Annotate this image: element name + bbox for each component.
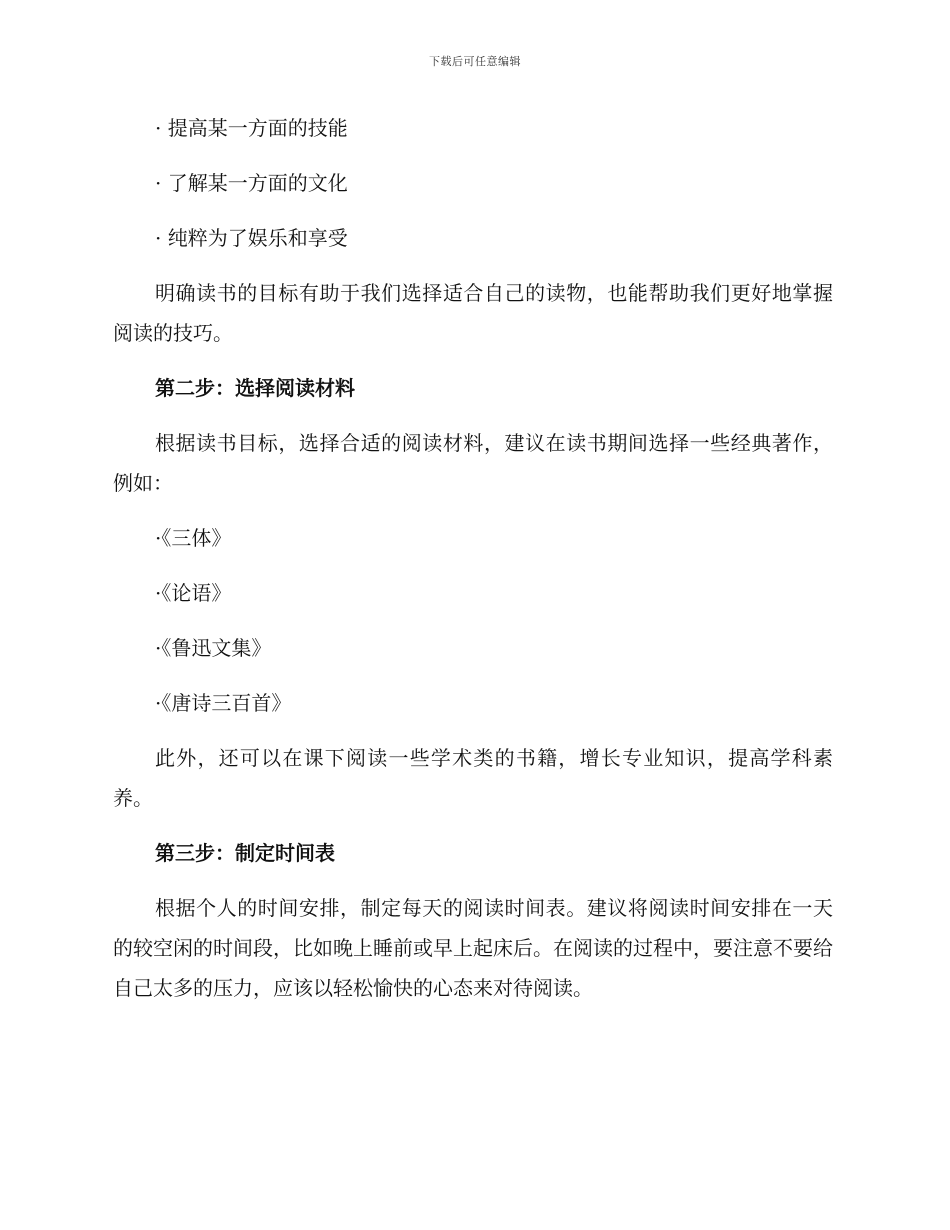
header-note: 下载后可任意编辑: [429, 55, 521, 68]
document-body: [113, 108, 833, 1023]
goal-item: · 纯粹为了娱乐和享受: [155, 226, 348, 250]
book-item: ·《论语》: [155, 581, 232, 605]
step3-heading: 第三步：制定时间表: [155, 841, 335, 865]
step2-extra: 此外，还可以在课下阅读一些学术类的书籍，增长专业知识，提高学科素养。: [113, 746, 833, 810]
step2-heading: 第二步：选择阅读材料: [155, 376, 355, 400]
book-item: ·《鲁迅文集》: [155, 636, 272, 660]
book-item: ·《三体》: [155, 526, 232, 550]
goal-paragraph: 明确读书的目标有助于我们选择适合自己的读物，也能帮助我们更好地掌握阅读的技巧。: [113, 281, 833, 345]
goal-item: · 提高某一方面的技能: [155, 116, 348, 140]
book-item: ·《唐诗三百首》: [155, 691, 292, 715]
step2-intro: 根据读书目标，选择合适的阅读材料，建议在读书期间选择一些经典著作，例如：: [113, 431, 833, 495]
step3-body: 根据个人的时间安排，制定每天的阅读时间表。建议将阅读时间安排在一天的较空闲的时间段，比如晚上睡前或早上起床后。在阅读的过程中，要注意不要给自己太多的压力，应该以轻松愉快的心态来对待阅读。: [113, 896, 833, 1000]
goal-item: · 了解某一方面的文化: [155, 171, 348, 195]
